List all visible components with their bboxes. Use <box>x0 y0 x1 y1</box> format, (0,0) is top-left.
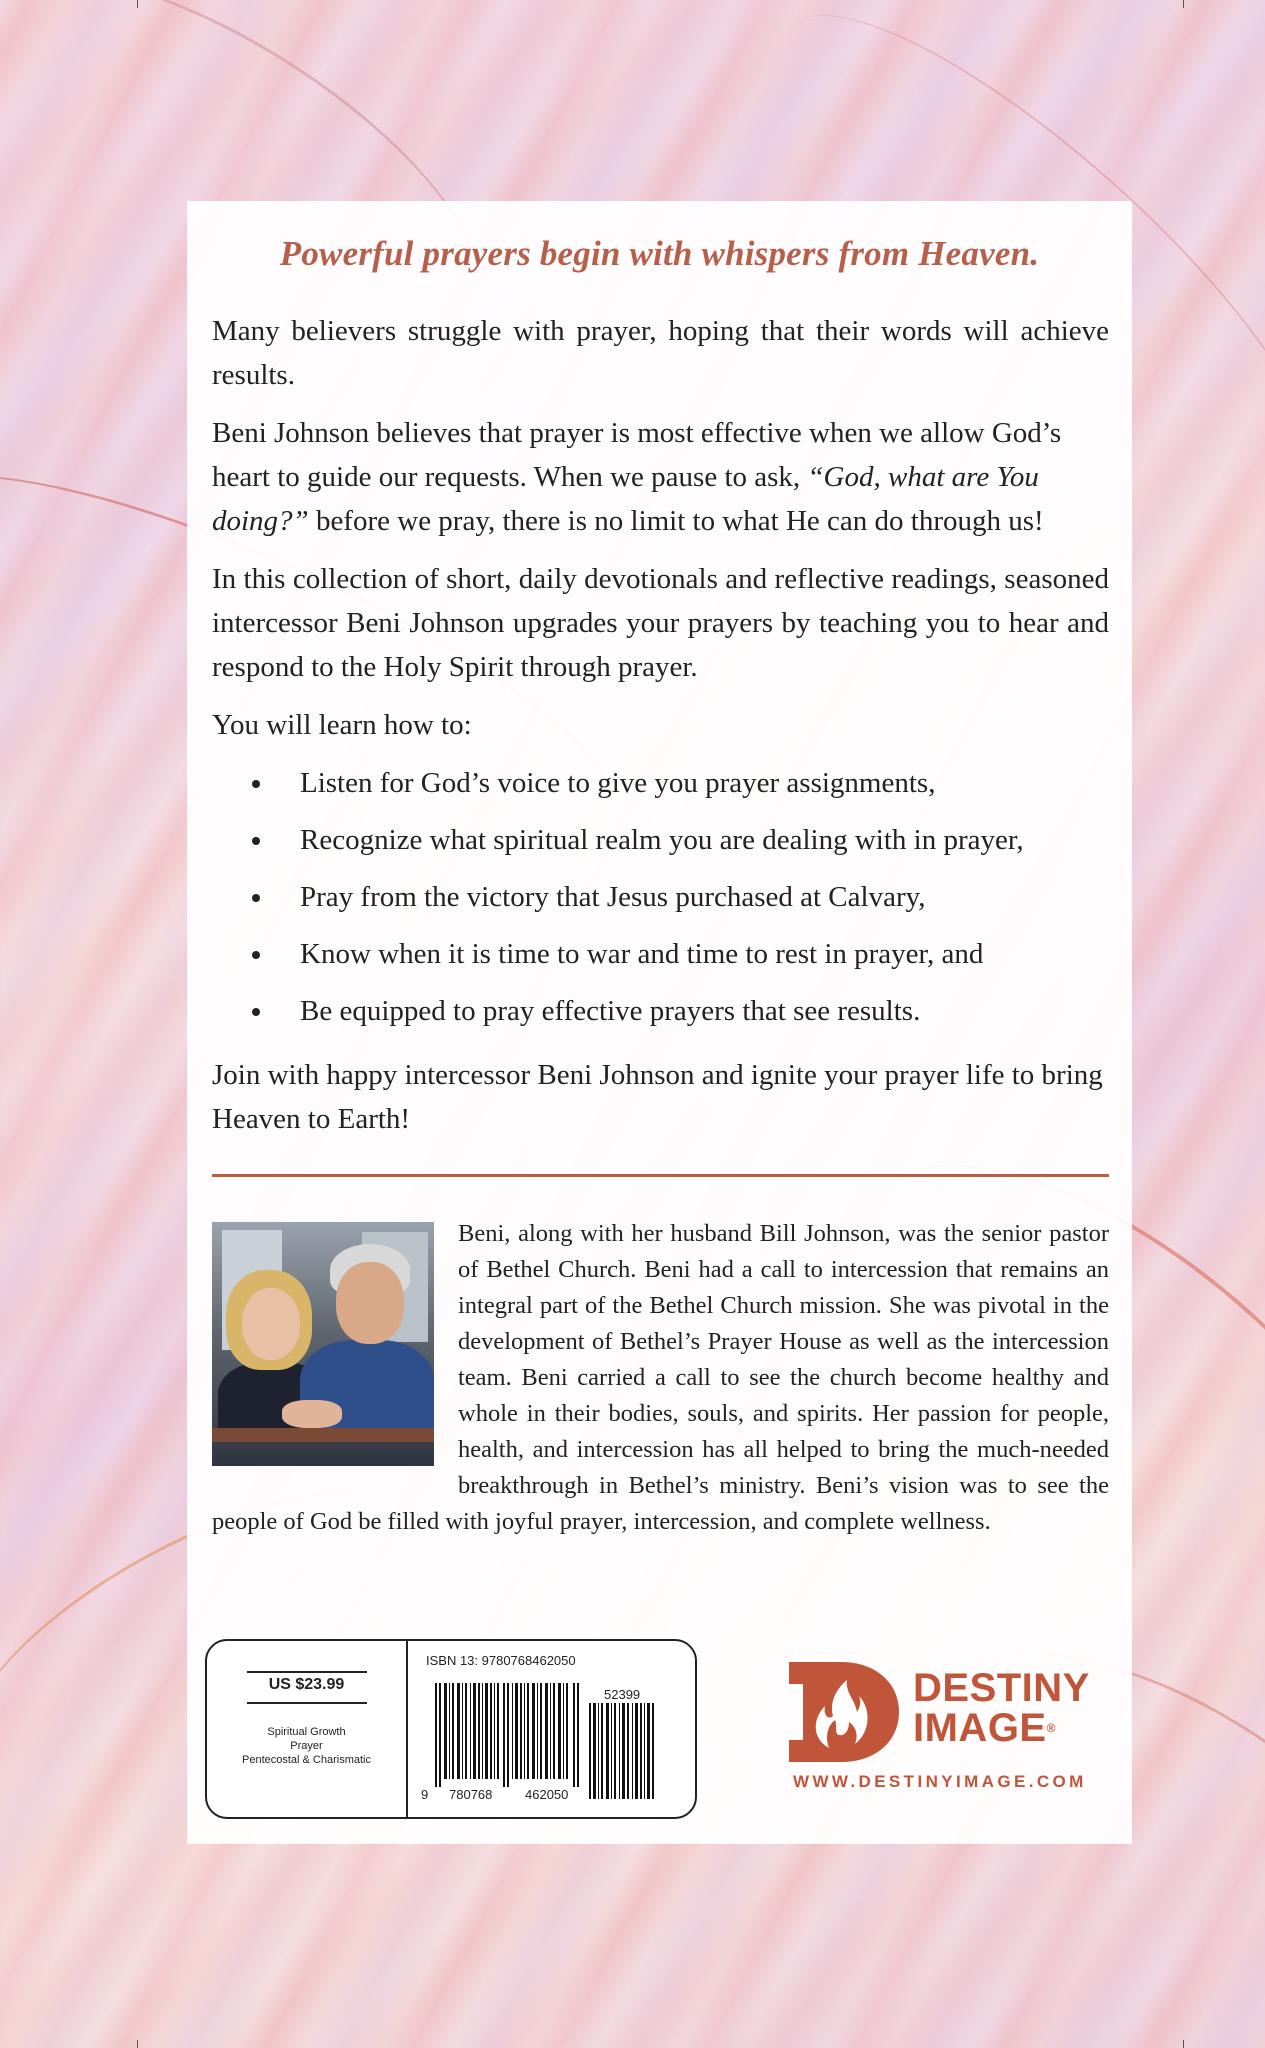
headline: Powerful prayers begin with whispers from Heaven. <box>279 234 1040 273</box>
learn-heading: You will learn how to: <box>212 709 472 741</box>
publisher-name: DESTINY IMAGE® <box>913 1666 1090 1750</box>
price-box <box>207 1641 408 1817</box>
bullet-icon <box>252 951 260 959</box>
barcode-digits-right: 462050 <box>525 1787 569 1802</box>
author-bio: Beni, along with her husband Bill Johnson, was the senior pastor of Bethel Church. Beni had a call to intercession that remains an integral part of the Bethel Church mission. She was pivotal in the development of Bethel’s Prayer House as well as the intercession team. Beni carried a call to see the church become healthy and whole in their bodies, souls, and spirits. Her passion for people, health, and intercession has all helped to bring the much-needed breakthrough in Bethel’s ministry. Beni’s vision was to see the people of God be filled with joyful prayer, intercession, and complete wellness. <box>212 1220 1109 1535</box>
closing-paragraph: Join with happy intercessor Beni Johnson and ignite your prayer life to bring Heaven to Earth! <box>212 1059 1103 1135</box>
list-item: Recognize what spiritual realm you are dealing with in prayer, <box>212 812 1109 869</box>
bullet-icon <box>252 894 260 902</box>
isbn-label: ISBN 13: 9780768462050 <box>426 1653 576 1668</box>
intro-paragraph-1: Many believers struggle with prayer, hoping that their words will achieve results. <box>212 315 1109 391</box>
bullet-icon <box>252 780 260 788</box>
bullet-icon <box>252 837 260 845</box>
list-item: Listen for God’s voice to give you prayer assignments, <box>212 755 1109 812</box>
destiny-image-logo-icon <box>789 1662 899 1762</box>
back-cover-panel <box>187 201 1132 1844</box>
barcode-digits-left: 780768 <box>449 1787 493 1802</box>
author-photo <box>212 1222 434 1466</box>
barcode-block <box>205 1639 697 1819</box>
intro-paragraph-3: In this collection of short, daily devotionals and reflective readings, seasoned intercessor Beni Johnson upgrades your prayers by teaching you to hear and respond to the Holy Spirit through prayer. <box>212 563 1109 683</box>
divider <box>212 1174 1109 1177</box>
quoted-question: “God, what are You doing?” <box>212 461 1039 537</box>
barcode-digit-first: 9 <box>421 1787 429 1802</box>
list-item: Pray from the victory that Jesus purchased at Calvary, <box>212 869 1109 926</box>
categories: Spiritual Growth Prayer Pentecostal & Charismatic <box>242 1726 371 1766</box>
intro-paragraph-2: Beni Johnson believes that prayer is most effective when we allow God’s heart to guide our requests. When we pause to ask, “God, what are You doing?” before we pray, there is no limit to what He can do through us! <box>212 417 1062 537</box>
list-item: Be equipped to pray effective prayers that see results. <box>212 983 1109 1040</box>
barcode-addon: 52399 <box>604 1687 641 1702</box>
price: US $23.99 <box>268 1676 345 1693</box>
barcode-icon <box>435 1683 581 1787</box>
learning-list <box>212 755 1109 1040</box>
addon-barcode-icon <box>589 1703 655 1799</box>
list-item: Know when it is time to war and time to rest in prayer, and <box>212 926 1109 983</box>
bullet-icon <box>252 1008 260 1016</box>
publisher-url: WWW.DESTINYIMAGE.COM <box>793 1772 1087 1791</box>
